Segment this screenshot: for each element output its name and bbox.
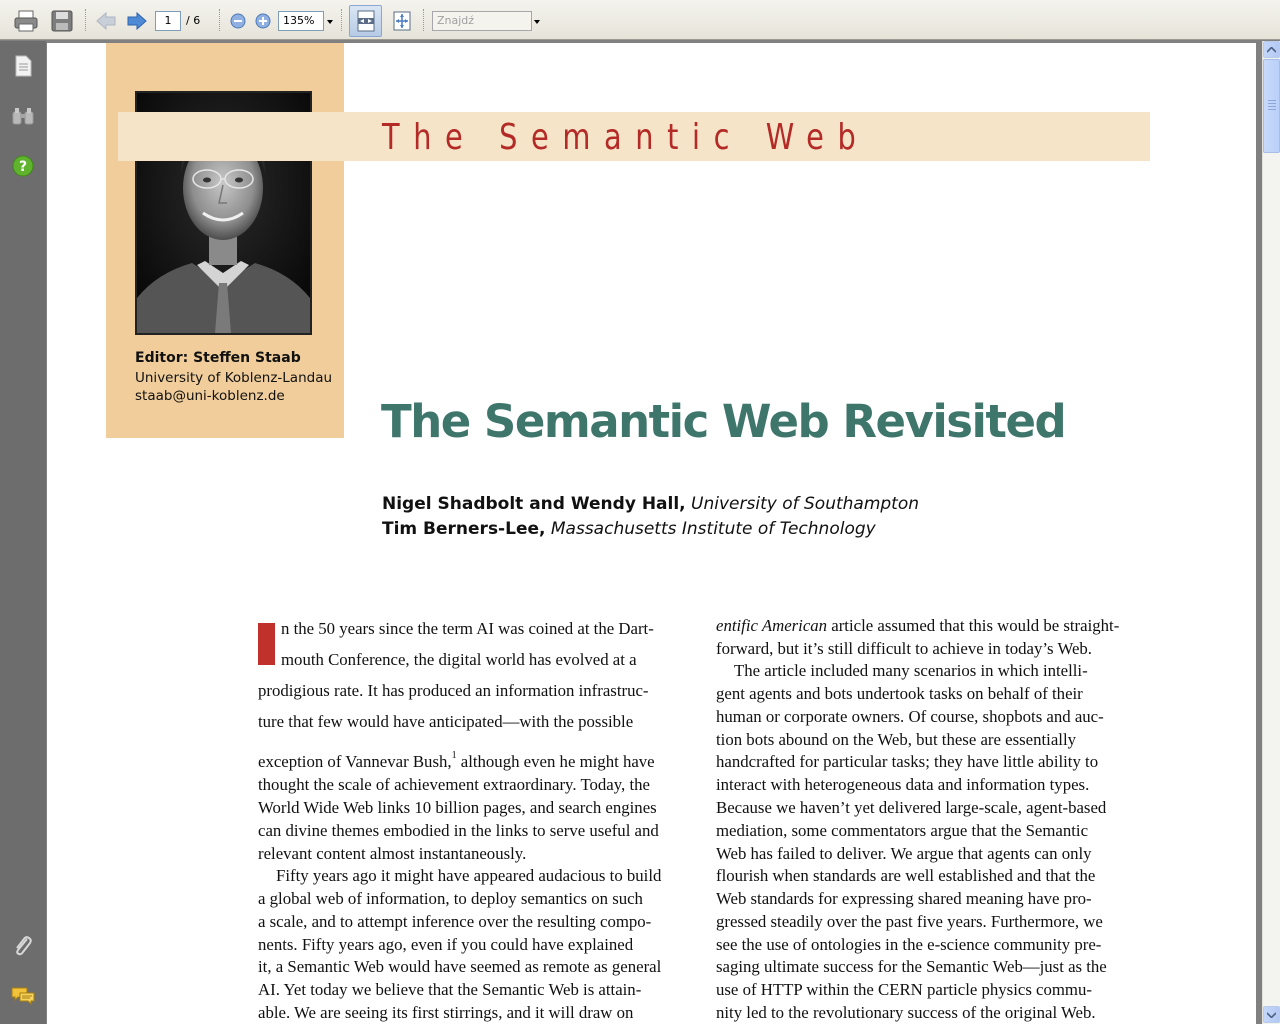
author-affiliation: Massachusetts Institute of Technology <box>550 519 876 539</box>
drop-cap <box>258 623 275 665</box>
toolbar <box>0 0 1280 40</box>
thumb-grip <box>1268 106 1276 107</box>
page-total-label: / 6 <box>186 14 201 27</box>
text-line: nity led to the revolutionary success of the original Web. <box>716 1003 1096 1022</box>
text-line: nents. Fifty years ago, even if you could have explained <box>258 935 634 954</box>
navigation-sidebar <box>0 41 46 1024</box>
chevron-down-icon <box>1267 1012 1276 1018</box>
fit-width-button[interactable] <box>349 5 382 37</box>
zoom-in-button[interactable] <box>254 8 272 34</box>
author-names: Tim Berners-Lee, <box>382 519 546 539</box>
binoculars-icon <box>11 106 35 126</box>
editor-email: staab@uni-koblenz.de <box>135 388 285 404</box>
footnote-marker[interactable]: 1 <box>451 750 457 762</box>
text-line: Web standards for expressing shared meaning have pro- <box>716 889 1092 908</box>
text-line: The article included many scenarios in which intelli- <box>734 661 1088 680</box>
zoom-out-button[interactable] <box>229 8 247 34</box>
text-line: human or corporate owners. Of course, shopbots and auc- <box>716 707 1104 726</box>
text-line: thought the scale of achievement extraordinary. Today, the <box>258 775 650 794</box>
text-line: interact with heterogeneous data and information types. <box>716 775 1090 794</box>
editor-affiliation: University of Koblenz-Landau <box>135 370 333 386</box>
comments-icon <box>11 986 35 1006</box>
zoom-in-icon <box>255 13 271 29</box>
help-button[interactable] <box>10 153 36 179</box>
text-line: able. We are seeing its first stirrings, and it will draw on <box>258 1003 634 1022</box>
text-line: flourish when standards are well established and that the <box>716 866 1096 885</box>
article-title: The Semantic Web Revisited <box>381 395 1066 448</box>
zoom-level-select[interactable]: 135% <box>278 11 324 31</box>
pdf-page <box>47 43 1256 1024</box>
chevron-up-icon <box>1267 47 1276 53</box>
text-line: mouth Conference, the digital world has evolved at a <box>281 650 637 669</box>
find-input[interactable]: Znajdź <box>432 11 532 31</box>
text-line: a scale, and to attempt inference over the resulting compo- <box>258 912 652 931</box>
text-line: Web has failed to deliver. We argue that agents can only <box>716 844 1092 863</box>
text-line: relevant content almost instantaneously. <box>258 844 527 863</box>
text-line <box>716 616 1119 636</box>
attachments-panel-button[interactable] <box>10 933 36 959</box>
page-number-input[interactable]: 1 <box>155 11 181 31</box>
text-line: tion bots abound on the Web, but these are essentially <box>716 730 1076 749</box>
next-page-button[interactable] <box>124 8 150 34</box>
arrow-left-icon <box>96 12 116 30</box>
fit-width-icon <box>356 10 376 32</box>
zoom-out-icon <box>230 13 246 29</box>
text-span: exception of Vannevar Bush, <box>258 752 452 771</box>
previous-page-button[interactable] <box>93 8 119 34</box>
scroll-up-button[interactable] <box>1263 41 1280 58</box>
text-line: forward, but it’s still difficult to achieve in today’s Web. <box>716 639 1093 658</box>
comments-panel-button[interactable] <box>10 983 36 1009</box>
scroll-thumb[interactable] <box>1263 59 1280 153</box>
text-line: see the use of ontologies in the e-science community pre- <box>716 935 1102 954</box>
text-line: a global web of information, to deploy semantics on such <box>258 889 643 908</box>
find-dropdown-arrow-icon[interactable] <box>534 20 540 24</box>
document-viewport[interactable] <box>46 41 1262 1024</box>
zoom-dropdown-arrow-icon[interactable] <box>327 20 333 24</box>
search-panel-button[interactable] <box>10 103 36 129</box>
text-line: handcrafted for particular tasks; they have little ability to <box>716 752 1099 771</box>
author-affiliation: University of Southampton <box>691 494 920 514</box>
thumb-grip <box>1268 109 1276 110</box>
pages-panel-button[interactable] <box>10 53 36 79</box>
toolbar-separator <box>85 9 87 31</box>
text-line: World Wide Web links 10 billion pages, and search engines <box>258 798 657 817</box>
section-banner <box>118 112 1150 161</box>
text-line: gent agents and bots undertook tasks on behalf of their <box>716 684 1083 703</box>
text-line: n the 50 years since the term AI was coined at the Dart- <box>281 619 654 638</box>
editor-name: Editor: Steffen Staab <box>135 350 301 366</box>
toolbar-separator <box>341 9 343 31</box>
vertical-scrollbar[interactable] <box>1262 41 1280 1024</box>
printer-icon <box>14 10 38 32</box>
toolbar-separator <box>219 9 221 31</box>
editor-sidebar-box <box>106 43 344 438</box>
text-line: ture that few would have anticipated—with the possible <box>258 712 634 731</box>
author-line <box>382 519 876 539</box>
print-button[interactable] <box>12 8 40 34</box>
author-line <box>382 494 919 514</box>
text-line: can divine themes embodied in the links to serve useful and <box>258 821 659 840</box>
paperclip-icon <box>12 934 34 958</box>
pages-icon <box>13 55 33 77</box>
text-line <box>258 752 655 772</box>
svg-text:?: ? <box>18 159 28 175</box>
banner-title: The Semantic Web <box>382 117 870 158</box>
save-button[interactable] <box>49 8 75 34</box>
text-span: article assumed that this would be straight- <box>827 616 1120 635</box>
fit-page-button[interactable] <box>391 8 413 34</box>
thumb-grip <box>1268 103 1276 104</box>
text-line: saging ultimate success for the Semantic Web—just as the <box>716 957 1107 976</box>
arrow-right-icon <box>127 12 147 30</box>
toolbar-separator <box>423 9 425 31</box>
text-line: gressed steadily over the past five years. Furthermore, we <box>716 912 1103 931</box>
text-span: although even he might have <box>456 752 655 771</box>
text-line: prodigious rate. It has produced an information infrastruc- <box>258 681 649 700</box>
floppy-disk-icon <box>51 10 73 32</box>
text-span: entific American <box>716 616 828 635</box>
author-names: Nigel Shadbolt and Wendy Hall, <box>382 494 686 514</box>
text-line: it, a Semantic Web would have seemed as remote as general <box>258 957 662 976</box>
text-line: Because we haven’t yet delivered large-scale, agent-based <box>716 798 1107 817</box>
text-line: AI. Yet today we believe that the Semantic Web is attain- <box>258 980 642 999</box>
scroll-down-button[interactable] <box>1263 1006 1280 1023</box>
text-line: mediation, some commentators argue that the Semantic <box>716 821 1089 840</box>
text-line: use of HTTP within the CERN particle physics commu- <box>716 980 1092 999</box>
text-line: Fifty years ago it might have appeared audacious to build <box>276 866 662 885</box>
help-icon <box>12 155 34 177</box>
fit-page-icon <box>393 11 411 31</box>
thumb-grip <box>1268 100 1276 101</box>
